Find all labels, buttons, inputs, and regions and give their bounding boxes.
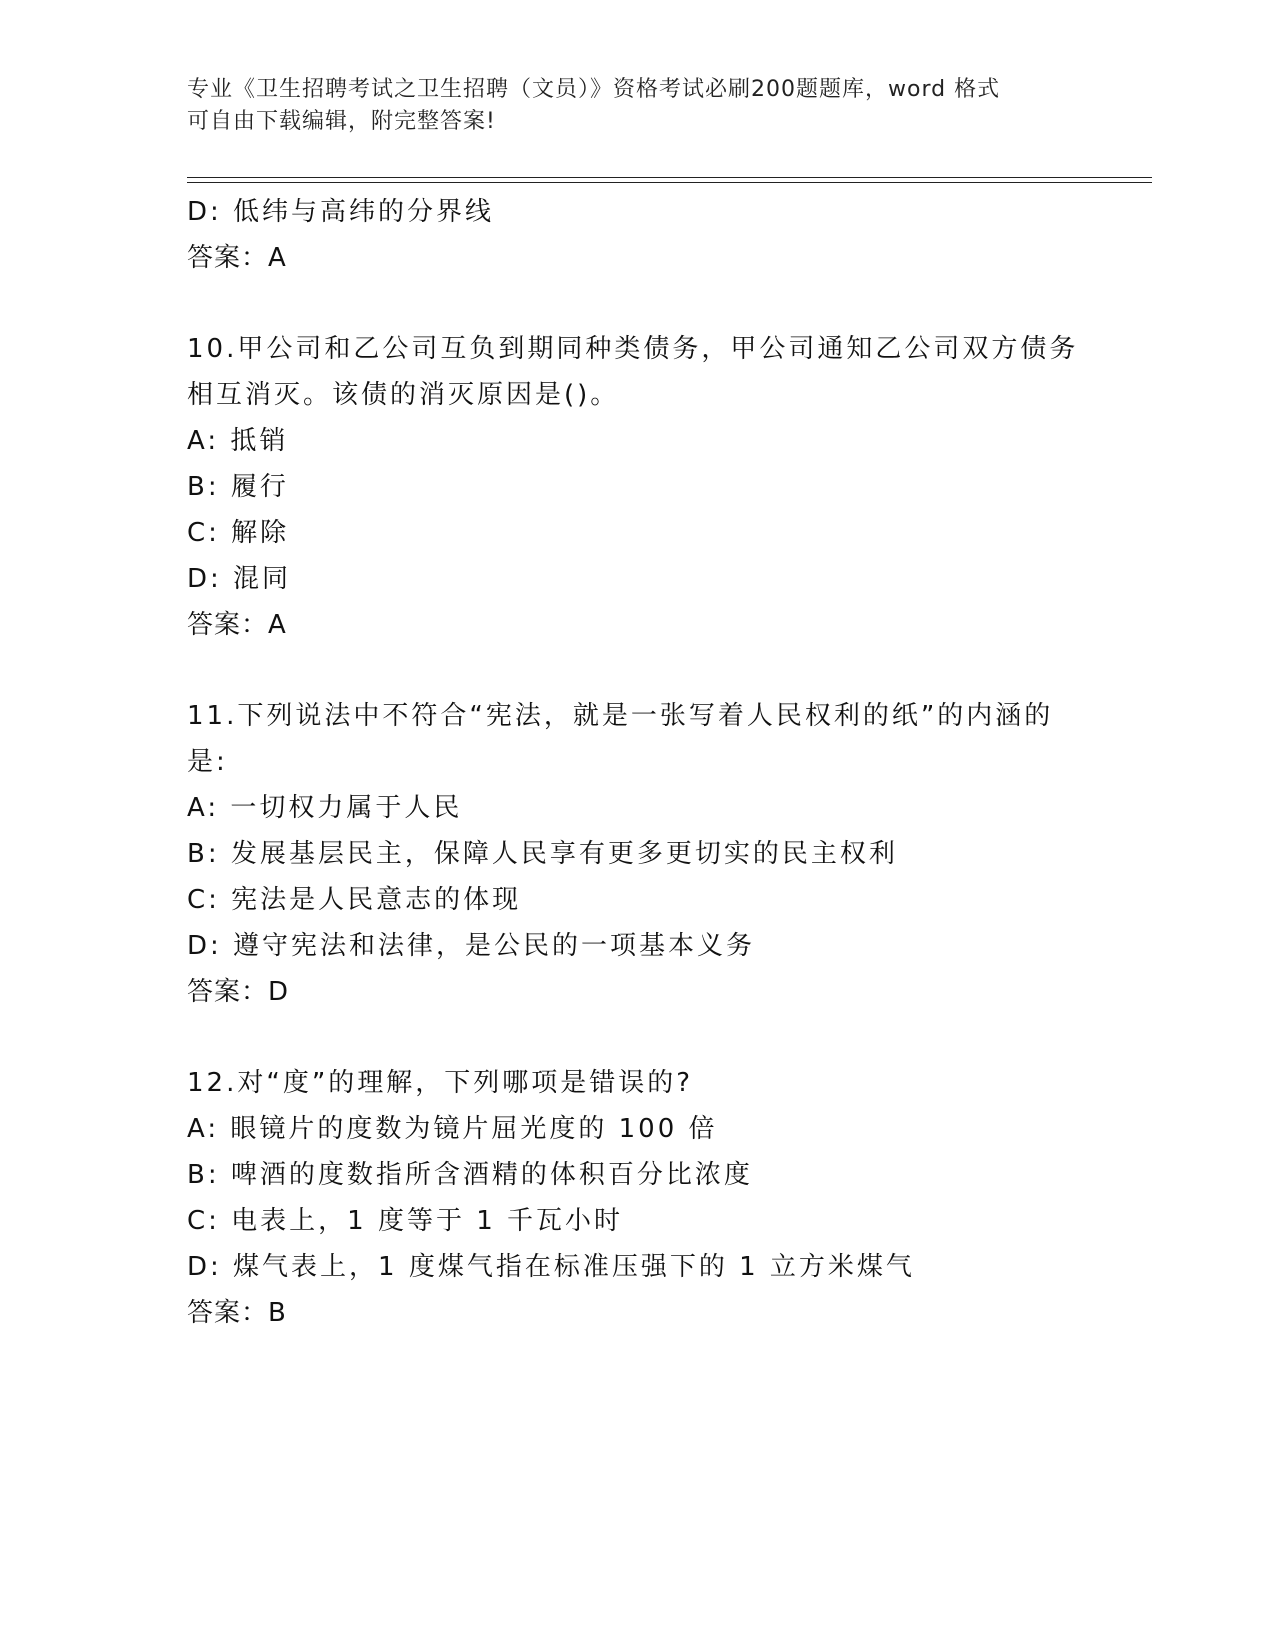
- question-10: [187, 326, 1087, 648]
- question-10-option-b: B: 履行: [187, 472, 289, 502]
- spacer: [187, 281, 1087, 326]
- question-12-option-c: C: 电表上，1 度等于 1 千瓦小时: [187, 1206, 624, 1236]
- question-12-option-b: B: 啤酒的度数指所含酒精的体积百分比浓度: [187, 1160, 753, 1190]
- prev-question-option-d: D: 低纬与高纬的分界线: [187, 197, 495, 227]
- spacer: [187, 1015, 1087, 1060]
- question-10-option-c: C: 解除: [187, 518, 290, 548]
- question-content: [187, 189, 1087, 1336]
- question-10-option-d: D: 混同: [187, 564, 292, 594]
- question-12: [187, 1060, 1087, 1336]
- question-11-option-c: C: 宪法是人民意志的体现: [187, 885, 522, 915]
- question-11-text-line-1: 11.下列说法中不符合“宪法，就是一张写着人民权利的纸”的内涵的: [187, 701, 1054, 731]
- header-divider-top: [187, 177, 1152, 178]
- header-title-line-1: 专业《卫生招聘考试之卫生招聘（文员）》资格考试必刷200题题库，word 格式: [187, 77, 1001, 102]
- question-12-answer: 答案：B: [187, 1298, 287, 1328]
- question-11-option-d: D: 遵守宪法和法律，是公民的一项基本义务: [187, 931, 756, 961]
- question-11-answer: 答案：D: [187, 977, 290, 1007]
- question-10-answer: 答案：A: [187, 610, 287, 640]
- question-11-option-b: B: 发展基层民主，保障人民享有更多更切实的民主权利: [187, 839, 898, 869]
- header-divider-bottom: [187, 182, 1152, 183]
- question-11-text-line-2: 是:: [187, 747, 228, 777]
- question-10-option-a: A: 抵销: [187, 426, 289, 456]
- header-title-line-2: 可自由下载编辑，附完整答案!: [187, 109, 496, 134]
- question-12-option-d: D: 煤气表上，1 度煤气指在标准压强下的 1 立方米煤气: [187, 1252, 915, 1282]
- question-12-option-a: A: 眼镜片的度数为镜片屈光度的 100 倍: [187, 1114, 718, 1144]
- document-header: [187, 74, 1067, 138]
- question-10-text-line-1: 10.甲公司和乙公司互负到期同种类债务，甲公司通知乙公司双方债务: [187, 334, 1079, 364]
- question-10-text-line-2: 相互消灭。该债的消灭原因是()。: [187, 380, 620, 410]
- question-11: [187, 693, 1087, 1015]
- prev-question-answer: 答案：A: [187, 243, 287, 273]
- spacer: [187, 648, 1087, 693]
- question-12-text-line-1: 12.对“度”的理解，下列哪项是错误的?: [187, 1068, 694, 1098]
- question-11-option-a: A: 一切权力属于人民: [187, 793, 463, 823]
